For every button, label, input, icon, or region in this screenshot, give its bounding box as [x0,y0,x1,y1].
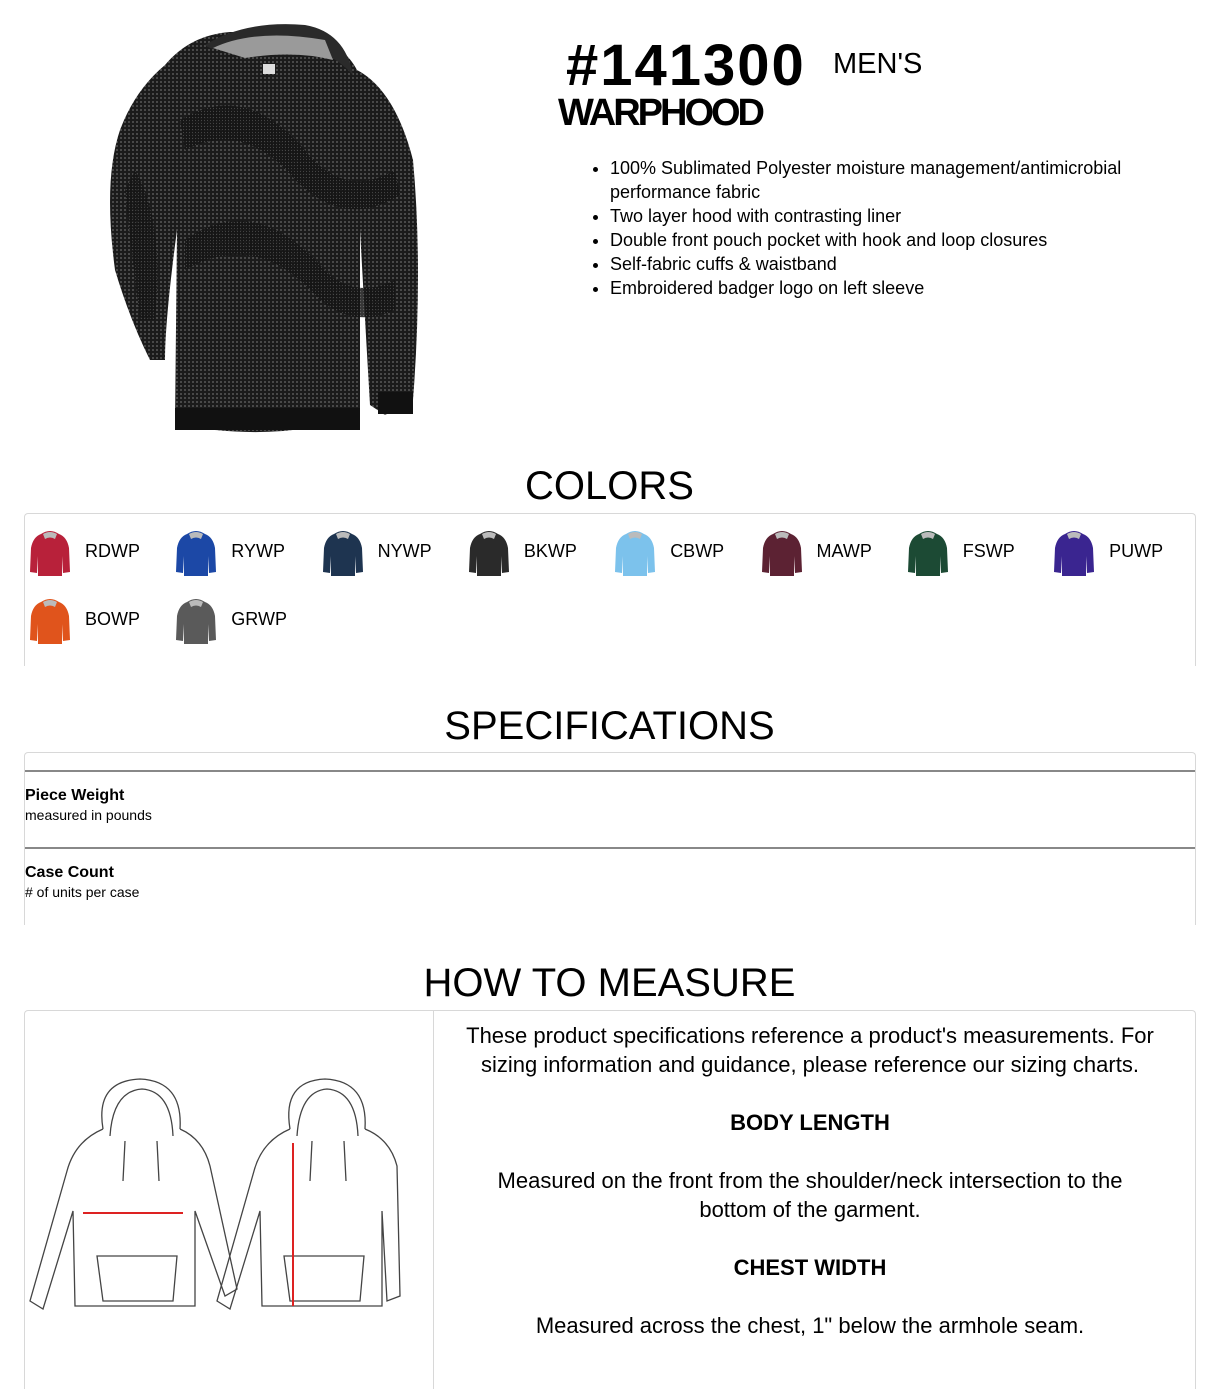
spec-label: Case Count [25,864,114,881]
feature-item: • Embroidered badger logo on left sleeve [610,276,1190,300]
hoodie-color-icon [322,528,364,578]
color-swatch-bkwp[interactable] [464,524,610,578]
color-swatch-cbwp[interactable] [610,524,756,578]
feature-list [590,156,1190,300]
measurement-diagram [25,1011,434,1389]
hoodie-color-icon [29,596,71,646]
color-swatch-puwp[interactable] [1049,524,1195,578]
hoodie-color-icon [1053,528,1095,578]
color-swatch-fswp[interactable] [903,524,1049,578]
how-to-measure-heading: HOW TO MEASURE [423,961,796,1005]
color-swatch-nywp[interactable] [318,524,464,578]
measure-intro: These product specifications reference a product's measurements. For sizing information and guidance, please reference our sizing charts. [466,1023,1154,1077]
hoodie-color-icon [175,528,217,578]
body-length-text: Measured on the front from the shoulder/neck intersection to the bottom of the garment. [497,1168,1123,1222]
color-code: PUWP [1109,541,1164,561]
feature-item: • Double front pouch pocket with hook and loop closures [610,228,1190,252]
spec-sublabel: measured in pounds [25,807,152,823]
chest-width-text: Measured across the chest, 1" below the armhole seam. [535,1313,1085,1338]
product-image [95,20,430,445]
feature-item: • 100% Sublimated Polyester moisture management/antimicrobial performance fabric [610,156,1190,204]
hoodie-color-icon [614,528,656,578]
feature-item: • Two layer hood with contrasting liner [610,204,1190,228]
color-swatch-grwp[interactable] [171,592,317,646]
product-name: WARPHOOD [558,92,762,134]
color-code: MAWP [816,541,872,561]
chest-width-heading: CHEST WIDTH [733,1255,887,1280]
feature-item: • Self-fabric cuffs & waistband [610,252,1190,276]
specifications-heading: SPECIFICATIONS [444,704,775,748]
color-code: NYWP [377,541,432,561]
specifications-panel [24,752,1196,925]
spec-row-piece-weight [25,770,1195,848]
colors-panel [24,513,1196,666]
color-code: BOWP [85,609,141,629]
colors-heading: COLORS [525,464,694,508]
hoodie-color-icon [29,528,71,578]
hoodie-color-icon [468,528,510,578]
color-swatch-rywp[interactable] [171,524,317,578]
hoodie-color-icon [907,528,949,578]
color-code: CBWP [670,541,725,561]
spec-sublabel: # of units per case [25,884,140,900]
hoodie-color-icon [175,596,217,646]
color-code: BKWP [523,541,577,561]
style-number: #141300 [566,33,806,98]
color-code: RDWP [85,541,140,561]
spec-row-case-count [25,847,1195,925]
measurement-description [465,1021,1155,1340]
spec-label: Piece Weight [25,787,125,804]
body-length-heading: BODY LENGTH [730,1110,890,1135]
color-code: FSWP [962,541,1015,561]
gender-label: MEN'S [833,48,923,80]
color-swatch-mawp[interactable] [757,524,903,578]
color-swatch-rdwp[interactable] [25,524,171,578]
hoodie-color-icon [761,528,803,578]
color-swatch-bowp[interactable] [25,592,171,646]
how-to-measure-panel [24,1010,1196,1389]
color-code: GRWP [231,609,287,629]
color-code: RYWP [231,541,285,561]
